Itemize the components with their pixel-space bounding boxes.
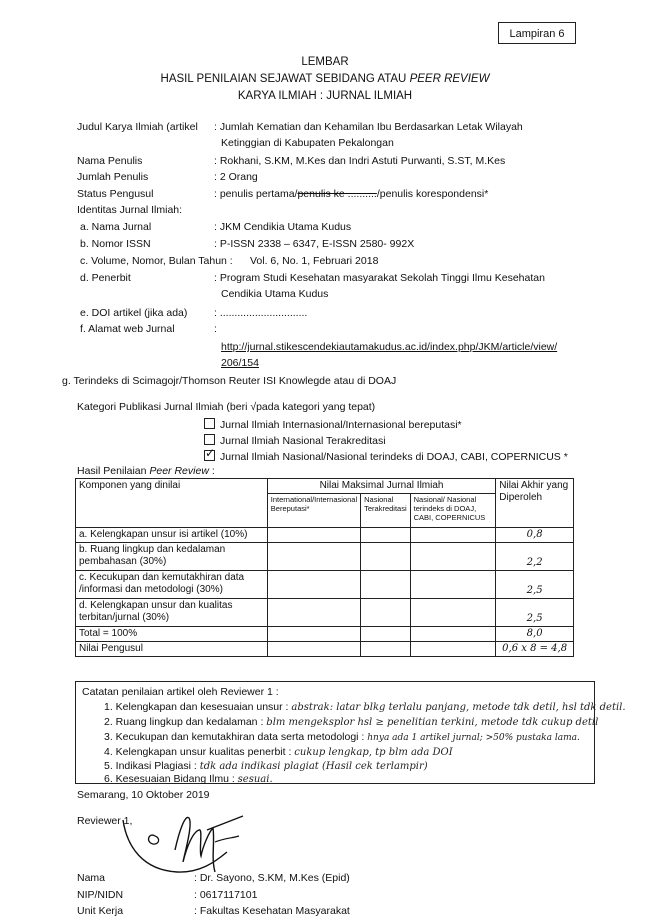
header-nilai-maksimal: Nilai Maksimal Jurnal Ilmiah: [267, 479, 495, 494]
catatan-item: 5. Indikasi Plagiasi : tdk ada indikasi plagiat (Hasil cek terlampir): [104, 760, 428, 772]
nip-label: NIP/NIDN: [77, 889, 124, 901]
catatan-item: 2. Ruang lingkup dan kedalaman : blm mengeksplor hsl ≥ penelitian terkini, metode tdk cukup detil: [104, 716, 599, 728]
judul-label: Judul Karya Ilmiah (artikel: [77, 121, 198, 133]
hasil-penilaian-label: Hasil Penilaian Peer Review :: [77, 465, 215, 477]
total-value: 8,0: [496, 627, 574, 642]
doi-value: : ..............................: [214, 307, 308, 319]
penerbit-label: d. Penerbit: [80, 272, 131, 284]
title-line-2: HASIL PENILAIAN SEJAWAT SEBIDANG ATAU PEER REVIEW: [160, 73, 490, 85]
status-pengusul-label: Status Pengusul: [77, 188, 154, 200]
nama-jurnal-value: : JKM Cendikia Utama Kudus: [214, 221, 352, 233]
subheader-internasional: International/Internasional Bereputasi*: [267, 494, 360, 528]
signature-icon: [115, 802, 255, 877]
table-row-label: c. Kecukupan dan kemutakhiran data /informasi dan metodologi (30%): [76, 571, 268, 599]
table-row-value: 2,2: [496, 543, 574, 571]
penerbit-value-2: Cendikia Utama Kudus: [221, 288, 329, 300]
kategori-title: Kategori Publikasi Jurnal Ilmiah (beri √pada kategori yang tepat): [77, 401, 376, 413]
nama-penulis-label: Nama Penulis: [77, 155, 143, 167]
nilai-pengusul-value: 0,6 x 8 = 4,8: [496, 642, 574, 657]
table-row-value: 0,8: [496, 528, 574, 543]
catatan-item: 4. Kelengkapan unsur kualitas penerbit : cukup lengkap, tp blm ada DOI: [104, 746, 453, 758]
volume-value: Vol. 6, No. 1, Februari 2018: [250, 255, 379, 267]
web-jurnal-url[interactable]: http://jurnal.stikescendekiautamakudus.ac.id/index.php/JKM/article/view/: [221, 341, 558, 353]
kategori-option-2[interactable]: Jurnal Ilmiah Nasional Terakreditasi: [204, 434, 386, 447]
jumlah-penulis-value: : 2 Orang: [214, 171, 258, 183]
jumlah-penulis-label: Jumlah Penulis: [77, 171, 149, 183]
web-jurnal-label: f. Alamat web Jurnal: [80, 323, 175, 335]
catatan-title: Catatan penilaian artikel oleh Reviewer 1 :: [82, 686, 279, 698]
web-jurnal-url-2[interactable]: 206/154: [221, 357, 259, 369]
issn-value: : P-ISSN 2338 – 6347, E-ISSN 2580- 992X: [214, 238, 415, 250]
table-row-label: d. Kelengkapan unsur dan kualitas terbitan/jurnal (30%): [76, 599, 268, 627]
subheader-terindeks: Nasional/ Nasional terindeks di DOAJ, CABI, COPERNICUS: [410, 494, 496, 528]
judul-value: : Jumlah Kematian dan Kehamilan Ibu Berdasarkan Letak Wilayah: [214, 121, 523, 133]
nip-value: : 0617117101: [194, 889, 258, 901]
table-row-value: 2,5: [496, 599, 574, 627]
nama-penulis-value: : Rokhani, S.KM, M.Kes dan Indri Astuti Purwanti, S.ST, M.Kes: [214, 155, 506, 167]
nama-reviewer-label: Nama: [77, 872, 106, 884]
volume-label: c. Volume, Nomor, Bulan Tahun :: [80, 255, 233, 267]
title-line-1: LEMBAR: [301, 56, 349, 68]
total-label: Total = 100%: [76, 627, 268, 642]
nama-jurnal-label: a. Nama Jurnal: [80, 221, 152, 233]
nilai-pengusul-label: Nilai Pengusul: [76, 642, 268, 657]
place-date: Semarang, 10 Oktober 2019: [77, 789, 210, 801]
status-pengusul-value: : penulis pertama/penulis ke ........../penulis korespondensi*: [214, 188, 489, 200]
checkbox-icon: [204, 418, 215, 429]
catatan-item: 3. Kecukupan dan kemutakhiran data serta metodologi : hnya ada 1 artikel jurnal; >50% pustaka lama.: [104, 731, 580, 743]
checkbox-checked-icon: [204, 450, 215, 461]
identitas-jurnal-label: Identitas Jurnal Ilmiah:: [77, 204, 183, 216]
kategori-option-1[interactable]: Jurnal Ilmiah Internasional/Internasional bereputasi*: [204, 418, 462, 431]
table-row-label: a. Kelengkapan unsur isi artikel (10%): [76, 528, 268, 543]
subheader-terakreditasi: Nasional Terakreditasi: [361, 494, 411, 528]
unit-kerja-value: : Fakultas Kesehatan Masyarakat: [194, 905, 350, 917]
header-nilai-akhir: Nilai Akhir yang Diperoleh: [496, 479, 574, 528]
nama-reviewer-value: : Dr. Sayono, S.KM, M.Kes (Epid): [194, 872, 350, 884]
table-row-value: 2,5: [496, 571, 574, 599]
catatan-item: 1. Kelengkapan dan kesesuaian unsur : abstrak: latar blkg terlalu panjang, metode tdk detil, hsl tdk detil.: [104, 701, 626, 713]
lampiran-box: Lampiran 6: [498, 22, 576, 44]
judul-value-2: Ketinggian di Kabupaten Pekalongan: [221, 137, 394, 149]
reviewer-label: Reviewer 1,: [77, 815, 133, 827]
doi-label: e. DOI artikel (jika ada): [80, 307, 188, 319]
kategori-option-3[interactable]: ✓Jurnal Ilmiah Nasional/Nasional terindeks di DOAJ, CABI, COPERNICUS *: [204, 450, 568, 463]
title-line-3: KARYA ILMIAH : JURNAL ILMIAH: [237, 90, 413, 102]
catatan-box: [75, 681, 626, 785]
review-table: [75, 478, 574, 657]
web-jurnal-colon: :: [214, 323, 217, 335]
penerbit-value: : Program Studi Kesehatan masyarakat Sekolah Tinggi Ilmu Kesehatan: [214, 272, 545, 284]
checkbox-icon: [204, 434, 215, 445]
issn-label: b. Nomor ISSN: [80, 238, 151, 250]
table-row-label: b. Ruang lingkup dan kedalaman pembahasan (30%): [76, 543, 268, 571]
unit-kerja-label: Unit Kerja: [77, 905, 124, 917]
catatan-item: 6. Kesesuaian Bidang Ilmu : sesuai.: [104, 773, 273, 785]
terindeks-label: g. Terindeks di Scimagojr/Thomson Reuter ISI Knowlegde atau di DOAJ: [62, 375, 397, 387]
header-komponen: Komponen yang dinilai: [76, 479, 268, 528]
